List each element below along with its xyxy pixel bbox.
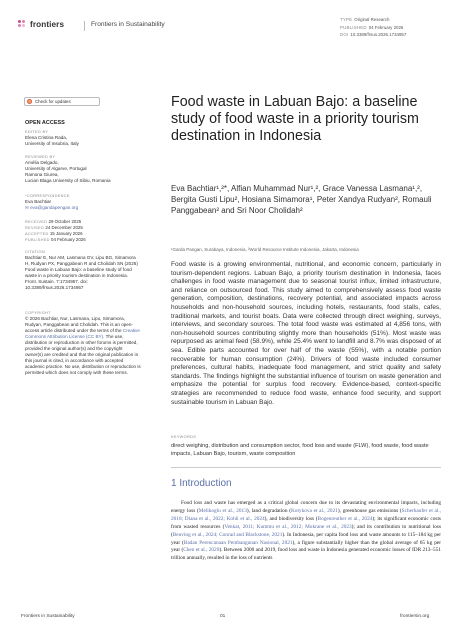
page-number: 01 [220,614,226,619]
frontiers-logo[interactable] [18,20,64,29]
check-updates-icon [27,99,32,104]
citation-link[interactable]: Scherhaufer et al., 2018; Diana et al., 2022; Kohli et al., 2024 [171,507,441,522]
cc-license-link[interactable]: Creative Commons Attribution License (CC BY). [25,328,140,339]
meta-published: PUBLISHED 04 February 2026 [340,24,404,30]
body-text-run: ). In Indonesia, per capita food loss and waste amounts to 115–184 kg per year ( [171,531,441,546]
correspondence-email[interactable]: ✉ eva@gandapengan.org [25,205,79,210]
citation-block: CITATION Bachtiar E, Nur AM, Lasmana GV, Lipu BG, Simamora H, Rudyan PX, Panggabean R and Cholidah SN (2026) Food waste in Labuan Bajo: a baseline study of food waste in a priority tourism destination in Indonesia. Front. Sustain. 7:1734957. doi: 10.3389/frsus.2026.1734957 [25,249,138,290]
body-text-run: ), and biodiversity loss ( [264,515,318,522]
introduction-paragraph [171,500,441,563]
journal-name[interactable]: Frontiers in Sustainability [91,21,165,28]
citation-link[interactable]: Venkat, 2011; Kummu et al., 2012; Mokrane et al., 2023 [224,523,352,530]
citation-link[interactable]: Beuving et al., 2024; Conrad and Blackstone, 2021 [172,531,283,538]
body-text-run: ); and its contribution to nutritional loss ( [171,523,442,538]
keywords: direct weighing, distribution and consumption sector, food loss and waste (FLW), food waste, food waste impacts, Labuan Bajo, tourism, waste composition [171,443,429,458]
footer-journal: Frontiers in Sustainability [21,614,75,619]
body-text-run: ). Between 2000 and 2019, food loss and waste in Indonesia generated economic losses of IDR 213–551 trillion annually, resulted in the loss of nutrients [171,547,442,562]
header-divider [84,21,85,31]
frontiers-logo-icon [18,20,27,29]
meta-doi: DOI 10.3389/frsus.2026.1734957 [340,32,407,38]
article-meta [340,16,406,39]
abstract: Food waste is a growing environmental, nutritional, and economic concern, particularly in tourism-dependent regions. Labuan Bajo, a priority tourism destination in Indonesia, faces challenges in food waste management due to seasonal tourist influx, limited infrastructure, and reliance on outsourced food. This study aimed to comprehensively assess food waste generation, composition, destinations, recovery potential, and associated impacts across households and non-household sources, including hotels, restaurants, food stalls, cafes, traditional markets, and tourist boats. Data were collected through direct weighing, surveys, interviews, and secondary sources. The total food waste was estimated at 4,856 tons, with non-household sources contributing slightly more than households (51%). Most waste was repurposed as animal feed (58.9%), while 25.4% went to landfill and 8.7% was disposed of at sea. Edible parts accounted for over half of the waste (55%), with a notable portion recoverable for human consumption (24%). Drivers of food waste included consumer preferences, cultural habits, inadequate food management, and strict quality and safety standards. The findings highlight the substantial influence of tourism on waste generation and emphasize the potential for surplus food recovery. Evidence-based, context-specific strategies are recommended to reduce food waste, enhance food security, and support sustainable tourism in Labuan Bajo. [171,261,441,406]
article-title: Food waste in Labuan Bajo: a baseline study of food waste in a priority tourism destination in Indonesia [171,94,419,144]
reviewed-by-block: REVIEWED BY Amélia Delgado, University of Algarve, Portugal Ramona Giurea, Lucian Blaga University of Sibiu, Romania [25,154,111,183]
edited-by-block: EDITED BY Elena Cristina Rada, University of Insubria, Italy [25,129,79,146]
body-text-run: ), land degradation ( [246,507,291,514]
citation-link[interactable]: Bogenreuther et al., 2024 [317,515,373,522]
correspondence-block: *CORRESPONDENCE Eva Bachtiar ✉ eva@gandapengan.org [25,193,141,211]
section-heading: 1 Introduction [171,478,232,489]
body-text-run: Food loss and waste has emerged as a critical global concern due to its devastating environmental impacts, including energy loss ( [171,500,441,514]
logo-wordmark: frontiers [30,20,65,29]
keywords-heading: KEYWORDS [171,434,197,439]
open-access-label: OPEN ACCESS [25,120,65,126]
body-text-run: ), a figure substantially higher than the global average of 65 kg per year ( [171,539,441,554]
footer-site-link[interactable]: frontiersin.org [400,614,430,619]
section-divider [171,467,441,468]
author-list: Eva Bachtiar¹,²*, Alfian Muhammad Nur¹,², Grace Vanessa Lasmana¹,², Bergita Gusti Lipu², Hosiana Simamora¹, Peter Xandya Rudyan², Romauli Panggabean² and Sri Noor Cholidah² [171,184,432,215]
citation-link[interactable]: Melikoglu et al., 2013 [198,507,247,514]
citation-link[interactable]: Badan Perencanaan Pembangunan Nasional, 2021 [183,539,293,546]
check-updates-button[interactable]: Check for updates [24,97,100,106]
dates-block: RECEIVED 29 October 2025 REVISED 24 December 2025 ACCEPTED 15 January 2026 PUBLISHED 04 February 2026 [25,219,86,242]
affiliations: ¹Garda Pangan, Surabaya, Indonesia, ²World Resource Institute Indonesia, Jakarta, Indonesia [171,247,359,252]
copyright-block: COPYRIGHT © 2026 Bachtiar, Nur, Lasmana, Lipu, Simamora, Rudyan, Panggabean and Cholidah. This is an open-access article distributed under the terms of the Creative Commons Attribution License (CC BY). The use, distribution or reproduction in other forums is permitted, provided the original author(s) and the copyright owner(s) are credited and that the original publication in this journal is cited, in accordance with accepted academic practice. No use, distribution or reproduction is permitted which does not comply with these terms. [25,310,141,375]
citation-link[interactable]: Chen et al., 2020 [183,547,220,554]
body-text-run: ), greenhouse gas emissions ( [337,507,402,514]
citation-link[interactable]: Kotykova et al., 2021 [290,507,338,514]
meta-type: TYPE Original Research [340,17,390,22]
body-text-run: ); its significant economic costs from wasted resources ( [171,515,441,530]
